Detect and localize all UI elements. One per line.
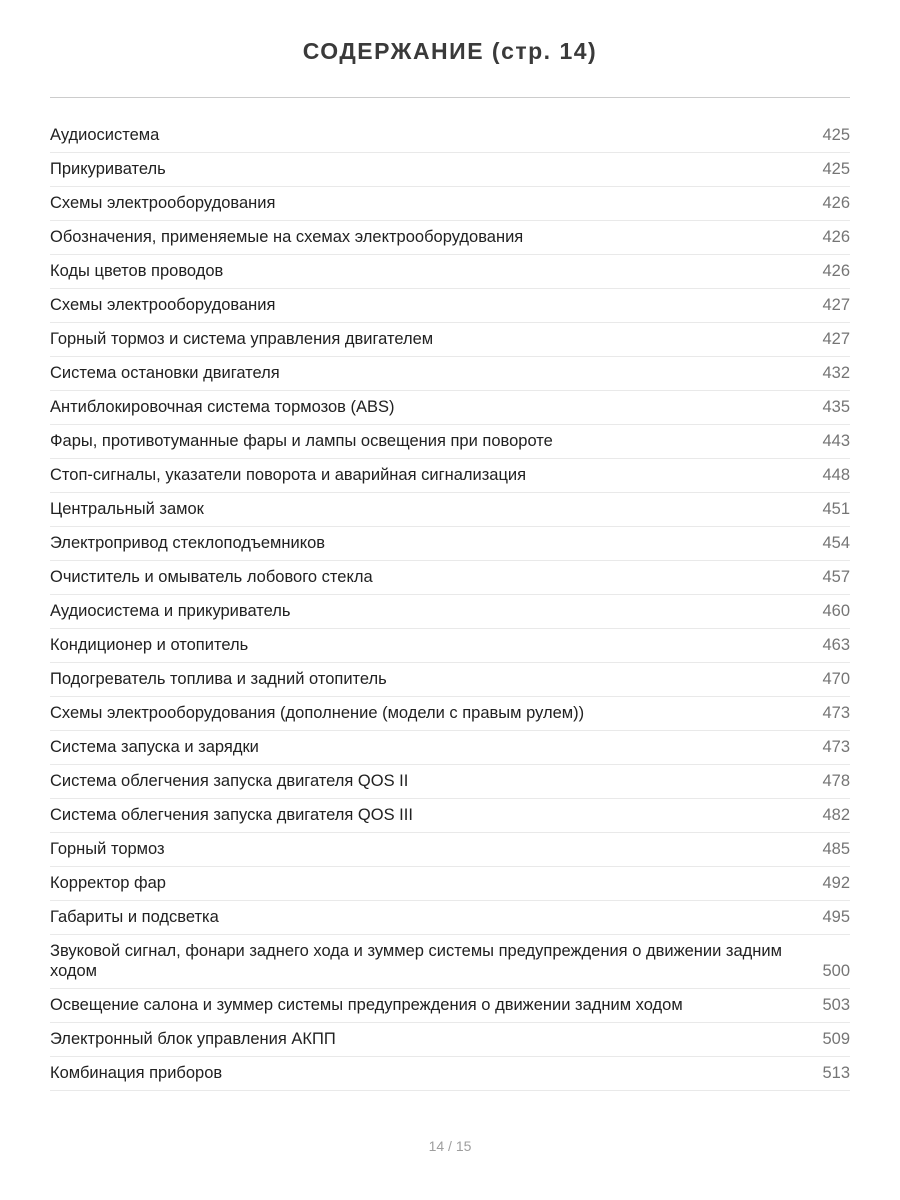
toc-row (50, 153, 850, 187)
toc-entry-page: 443 (822, 432, 850, 450)
toc-entry-label: Обозначения, применяемые на схемах электрооборудования (50, 228, 524, 246)
toc-entry-label: Электронный блок управления АКПП (50, 1030, 336, 1048)
toc-entry-page: 427 (822, 330, 850, 348)
toc-entry-page: 460 (822, 602, 850, 620)
title-divider (50, 97, 850, 98)
toc-row (50, 1057, 850, 1091)
toc-entry-label: Схемы электрооборудования (50, 296, 276, 314)
toc-entry-page: 426 (822, 194, 850, 212)
toc-entry-page: 425 (822, 160, 850, 178)
page-number-indicator: 14 / 15 (428, 1138, 472, 1154)
toc-row (50, 935, 850, 989)
toc-entry-label: Подогреватель топлива и задний отопитель (50, 670, 387, 688)
toc-row (50, 799, 850, 833)
toc-row (50, 765, 850, 799)
toc-entry-page: 457 (822, 568, 850, 586)
toc-row (50, 425, 850, 459)
toc-entry-label: Центральный замок (50, 500, 204, 518)
toc-entry-label: Горный тормоз и система управления двигателем (50, 330, 434, 348)
toc-entry-label: Схемы электрооборудования (50, 194, 276, 212)
toc-entry-page: 500 (822, 962, 850, 980)
toc-entry-label: Система облегчения запуска двигателя QOS III (50, 806, 413, 824)
toc-entry-label: Аудиосистема (50, 126, 160, 144)
toc-entry-page: 427 (822, 296, 850, 314)
toc-entry-label: Освещение салона и зуммер системы предупреждения о движении задним ходом (50, 996, 683, 1014)
toc-row (50, 221, 850, 255)
toc-row (50, 459, 850, 493)
toc-row (50, 187, 850, 221)
toc-row (50, 527, 850, 561)
toc-row (50, 1023, 850, 1057)
toc-row (50, 595, 850, 629)
toc-entry-label: Система облегчения запуска двигателя QOS II (50, 772, 409, 790)
toc-entry-label: Горный тормоз (50, 840, 165, 858)
toc-entry-page: 435 (822, 398, 850, 416)
toc-entry-page: 463 (822, 636, 850, 654)
toc-row (50, 561, 850, 595)
toc-list (50, 119, 850, 1091)
toc-entry-label: Коды цветов проводов (50, 262, 224, 280)
toc-entry-label: Электропривод стеклоподъемников (50, 534, 326, 552)
toc-row (50, 697, 850, 731)
toc-row (50, 989, 850, 1023)
toc-entry-label: Аудиосистема и прикуриватель (50, 602, 291, 620)
toc-entry-label: Кондиционер и отопитель (50, 636, 249, 654)
toc-entry-page: 425 (822, 126, 850, 144)
toc-entry-label: Стоп-сигналы, указатели поворота и аварийная сигнализация (50, 466, 527, 484)
toc-entry-label: Антиблокировочная система тормозов (ABS) (50, 398, 395, 416)
toc-row (50, 357, 850, 391)
toc-row (50, 255, 850, 289)
toc-entry-label: Очиститель и омыватель лобового стекла (50, 568, 373, 586)
toc-row (50, 663, 850, 697)
toc-entry-label: Система остановки двигателя (50, 364, 280, 382)
toc-row (50, 391, 850, 425)
toc-entry-label: Звуковой сигнал, фонари заднего хода и зуммер системы предупреждения о движении задним ходом (50, 942, 782, 980)
toc-entry-label: Система запуска и зарядки (50, 738, 259, 756)
toc-row (50, 323, 850, 357)
toc-entry-page: 478 (822, 772, 850, 790)
toc-entry-label: Комбинация приборов (50, 1064, 223, 1082)
toc-row (50, 867, 850, 901)
toc-entry-page: 470 (822, 670, 850, 688)
toc-entry-page: 432 (822, 364, 850, 382)
toc-entry-page: 448 (822, 466, 850, 484)
toc-row (50, 629, 850, 663)
toc-entry-label: Фары, противотуманные фары и лампы освещения при повороте (50, 432, 553, 450)
toc-entry-label: Прикуриватель (50, 160, 166, 178)
toc-row (50, 731, 850, 765)
page-title: СОДЕРЖАНИЕ (стр. 14) (302, 38, 598, 64)
toc-entry-page: 473 (822, 738, 850, 756)
toc-entry-page: 503 (822, 996, 850, 1014)
toc-entry-page: 426 (822, 262, 850, 280)
toc-entry-page: 485 (822, 840, 850, 858)
toc-entry-page: 473 (822, 704, 850, 722)
toc-entry-page: 451 (822, 500, 850, 518)
toc-row (50, 289, 850, 323)
toc-entry-label: Корректор фар (50, 874, 166, 892)
toc-row (50, 493, 850, 527)
toc-entry-page: 454 (822, 534, 850, 552)
toc-entry-page: 426 (822, 228, 850, 246)
toc-row (50, 119, 850, 153)
toc-row (50, 901, 850, 935)
toc-entry-page: 509 (822, 1030, 850, 1048)
toc-entry-page: 513 (822, 1064, 850, 1082)
toc-entry-page: 492 (822, 874, 850, 892)
toc-row (50, 833, 850, 867)
toc-entry-label: Габариты и подсветка (50, 908, 219, 926)
toc-entry-page: 482 (822, 806, 850, 824)
toc-entry-page: 495 (822, 908, 850, 926)
toc-entry-label: Схемы электрооборудования (дополнение (модели с правым рулем)) (50, 704, 585, 722)
